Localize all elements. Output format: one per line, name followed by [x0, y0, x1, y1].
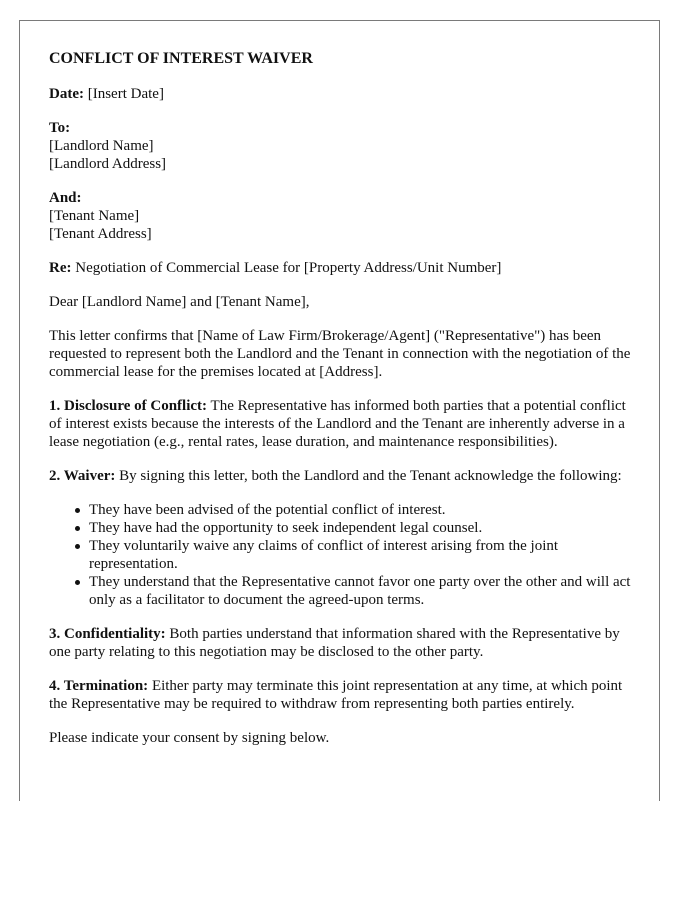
- letter-page: [19, 20, 660, 801]
- section-heading: 4. Termination:: [49, 678, 149, 694]
- to-label: To:: [49, 120, 71, 136]
- landlord-name: [Landlord Name]: [49, 138, 154, 154]
- tenant-name: [Tenant Name]: [49, 208, 140, 224]
- list-item: They have been advised of the potential conflict of interest.: [89, 501, 639, 519]
- section-heading: 1. Disclosure of Conflict:: [49, 398, 208, 414]
- and-block: [49, 189, 639, 243]
- salutation: Dear [Landlord Name] and [Tenant Name],: [49, 294, 310, 310]
- list-item: They understand that the Representative cannot favor one party over the other and will act only as a facilitator to document the agreed-upon terms.: [89, 573, 639, 609]
- list-item: They voluntarily waive any claims of conflict of interest arising from the joint representation.: [89, 537, 639, 573]
- to-block: [49, 119, 639, 173]
- section-text: Both parties understand that information shared with the Representative by one party relating to this negotiation may be disclosed to the other party.: [49, 626, 620, 660]
- letter-title: CONFLICT OF INTEREST WAIVER: [49, 50, 313, 67]
- date-label: Date:: [49, 86, 84, 102]
- intro-paragraph: This letter confirms that [Name of Law Firm/Brokerage/Agent] ("Representative") has been requested to represent both the Landlord and the Tenant in connection with the negotiation of the commercial lease for the premises located at [Address].: [49, 328, 631, 380]
- section-text: Either party may terminate this joint representation at any time, at which point the Representative may be required to withdraw from representing both parties entirely.: [49, 678, 623, 712]
- re-label: Re:: [49, 260, 72, 276]
- section-confidentiality: [49, 625, 639, 661]
- list-item: They have had the opportunity to seek independent legal counsel.: [89, 519, 639, 537]
- waiver-bullet-list: [49, 501, 639, 609]
- re-value: Negotiation of Commercial Lease for [Property Address/Unit Number]: [75, 260, 502, 276]
- section-text: The Representative has informed both parties that a potential conflict of interest exists because the interests of the Landlord and the Tenant are inherently adverse in a lease negotiation (e.g., rental rates, lease duration, and maintenance responsibilities).: [49, 398, 626, 450]
- closing-line: Please indicate your consent by signing below.: [49, 730, 330, 746]
- landlord-address: [Landlord Address]: [49, 156, 167, 172]
- date-line: [49, 85, 639, 103]
- section-termination: [49, 677, 639, 713]
- letter-content: [49, 49, 639, 763]
- and-label: And:: [49, 190, 82, 206]
- section-heading: 3. Confidentiality:: [49, 626, 166, 642]
- section-disclosure: [49, 397, 639, 451]
- tenant-address: [Tenant Address]: [49, 226, 152, 242]
- section-waiver: [49, 467, 639, 485]
- re-line: [49, 259, 639, 277]
- date-value: [Insert Date]: [87, 86, 164, 102]
- section-heading: 2. Waiver:: [49, 468, 116, 484]
- section-text: By signing this letter, both the Landlord and the Tenant acknowledge the following:: [119, 468, 622, 484]
